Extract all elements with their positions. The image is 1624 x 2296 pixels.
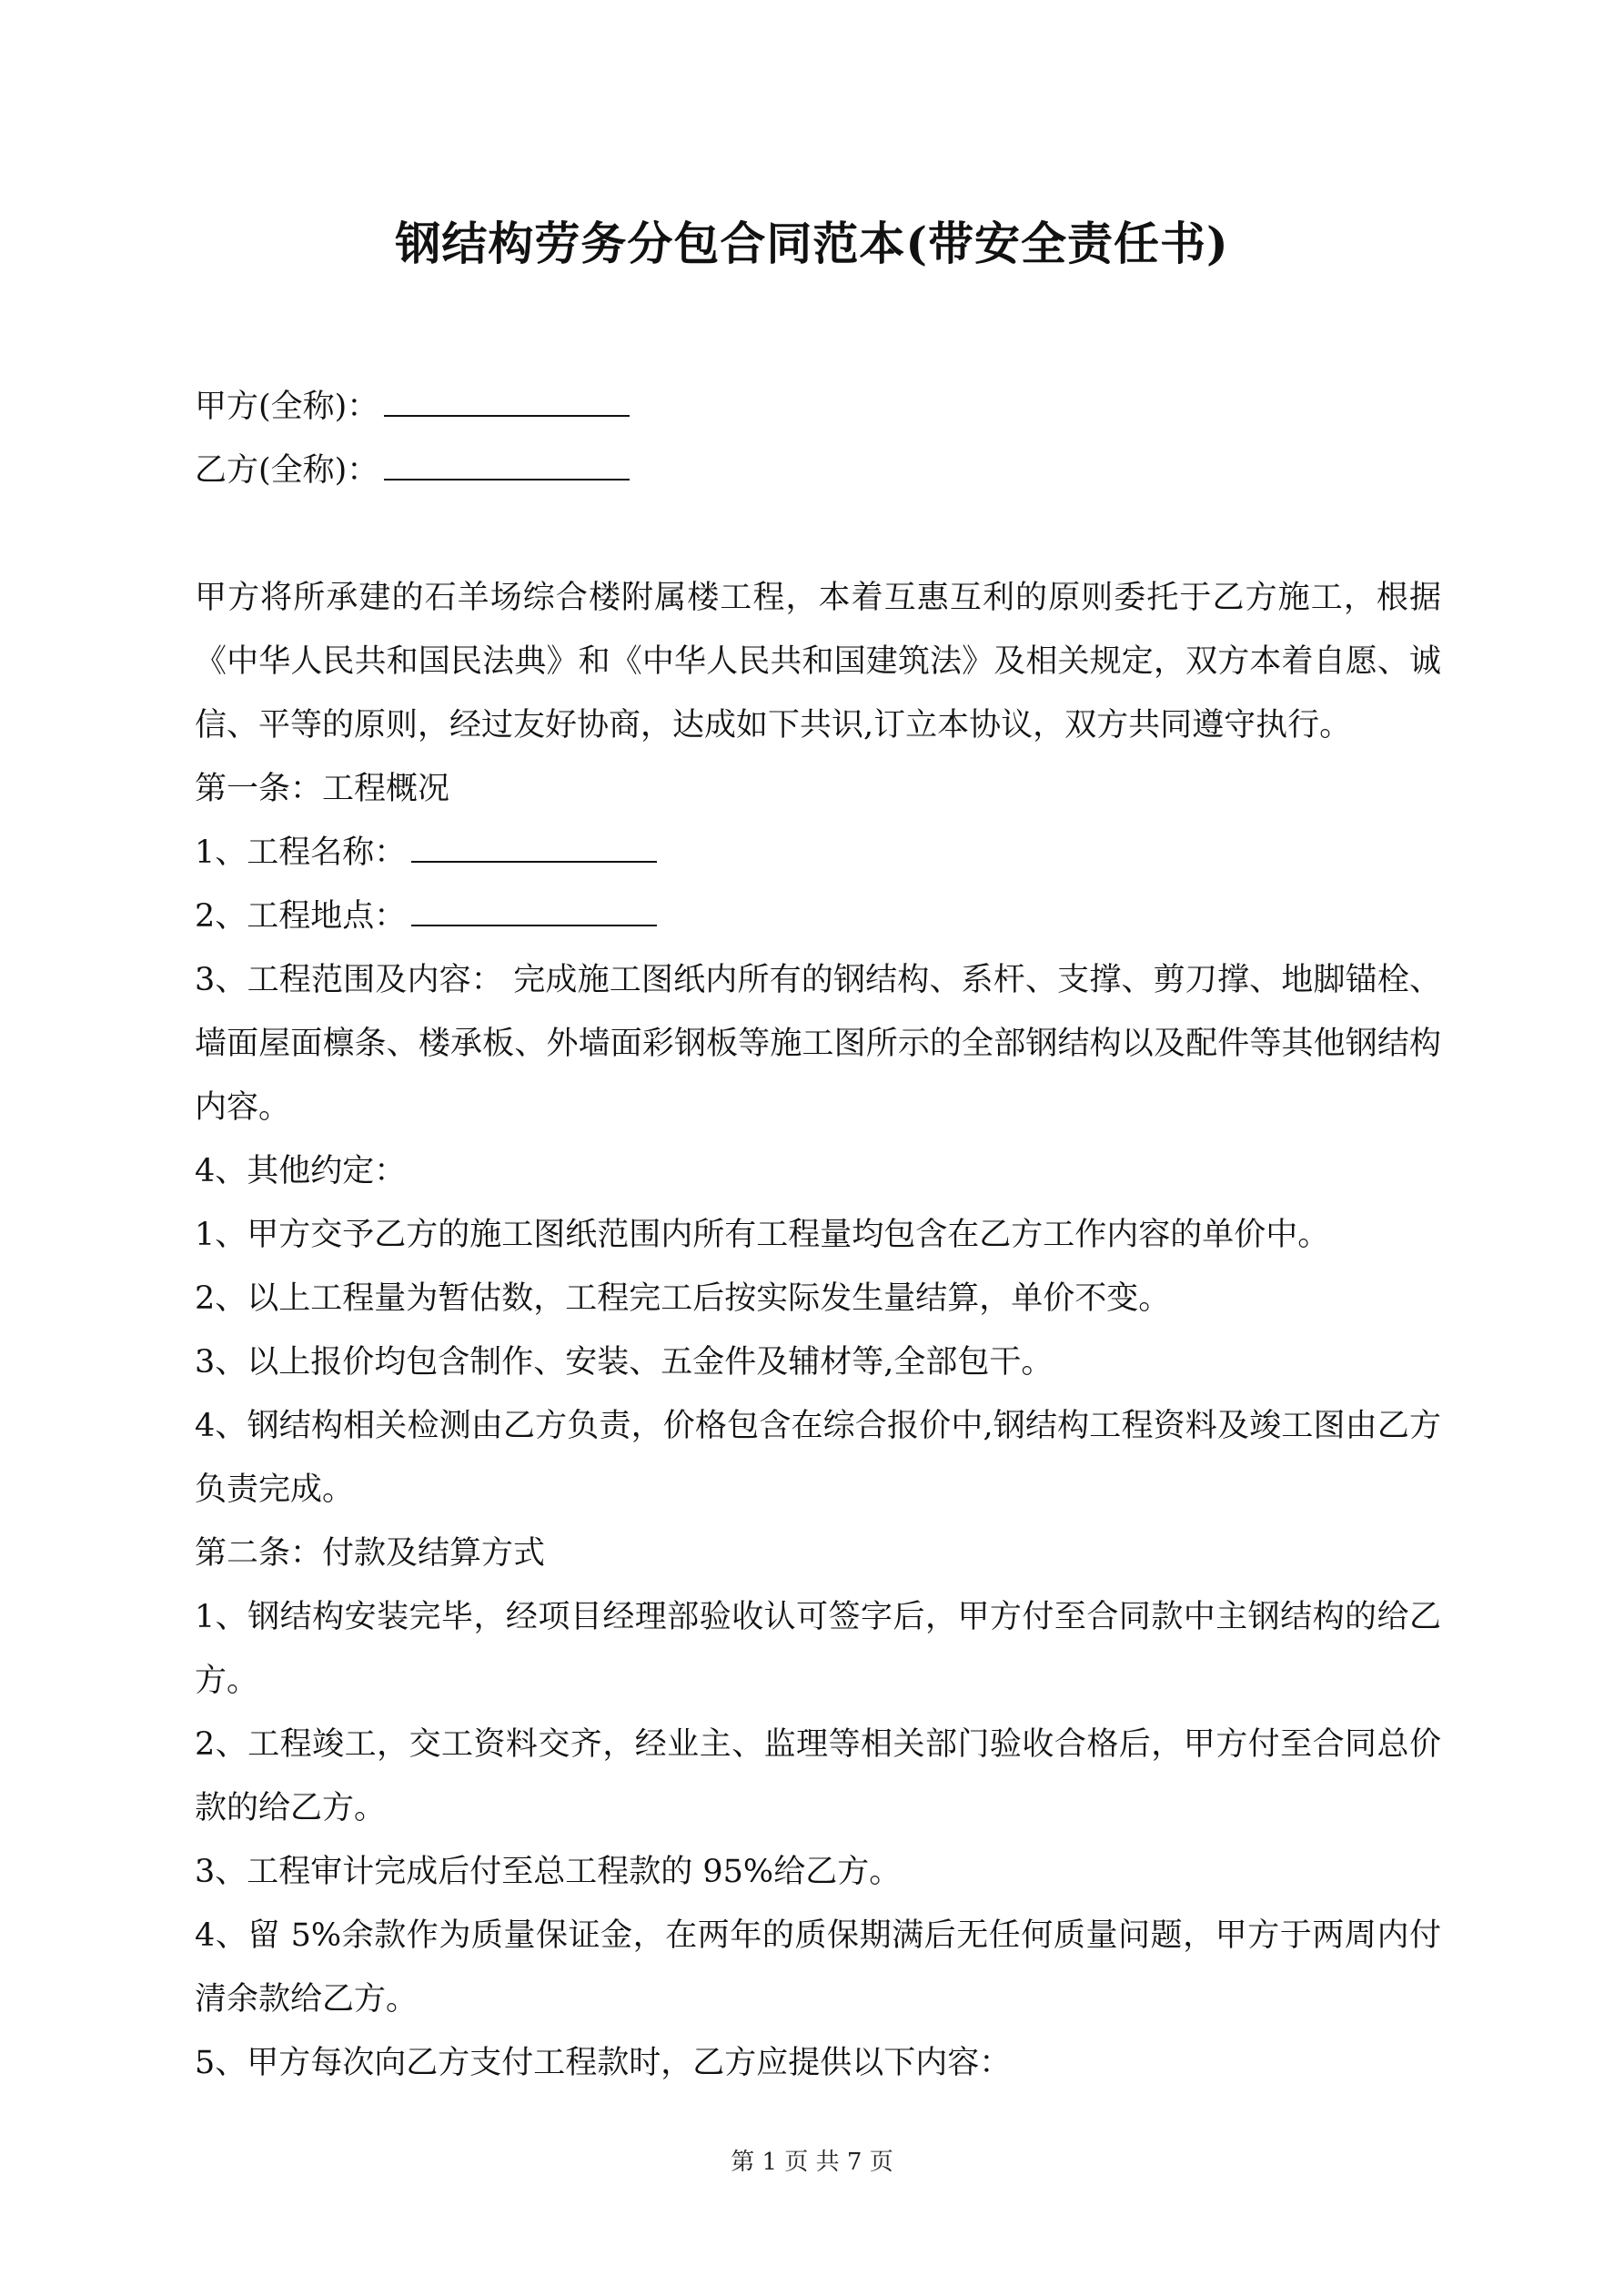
- project-name-label: 1、工程名称：: [195, 834, 407, 871]
- article1-heading: 第一条：工程概况: [195, 771, 450, 807]
- page-number: 第 1 页 共 7 页: [731, 2149, 893, 2176]
- party-a-line: [195, 375, 1441, 439]
- intro-paragraph: 甲方将所承建的石羊场综合楼附属楼工程，本着互惠互利的原则委托于乙方施工，根据《中华人民共和国民法典》和《中华人民共和国建筑法》及相关规定，双方本着自愿、诚信、平等的原则，经过友好协商，达成如下共识,订立本协议，双方共同遵守执行。: [195, 580, 1441, 743]
- party-a-blank: [384, 382, 630, 417]
- page-title: 钢结构劳务分包合同范本(带安全责任书): [395, 217, 1229, 270]
- list-item: 1、甲方交予乙方的施工图纸范围内所有工程量均包含在乙方工作内容的单价中。: [195, 1217, 1330, 1253]
- project-name-line: [195, 821, 1441, 885]
- other-terms-heading: 4、其他约定：: [195, 1153, 407, 1189]
- list-item: 3、工程审计完成后付至总工程款的 95%给乙方。: [195, 1854, 902, 1890]
- party-b-blank: [384, 446, 630, 480]
- party-b-label: 乙方(全称)：: [195, 452, 379, 489]
- article2-heading: 第二条：付款及结算方式: [195, 1535, 546, 1572]
- list-item: 1、钢结构安装完毕，经项目经理部验收认可签字后，甲方付至合同款中主钢结构的给乙方。: [195, 1599, 1441, 1699]
- project-name-blank: [411, 828, 657, 863]
- project-location-label: 2、工程地点：: [195, 898, 407, 935]
- scope-paragraph: 3、工程范围及内容： 完成施工图纸内所有的钢结构、系杆、支撑、剪刀撑、地脚锚栓、墙面屋面檩条、楼承板、外墙面彩钢板等施工图所示的全部钢结构以及配件等其他钢结构内容。: [195, 962, 1441, 1126]
- project-location-line: [195, 885, 1441, 948]
- list-item: 3、以上报价均包含制作、安装、五金件及辅材等,全部包干。: [195, 1344, 1054, 1381]
- project-location-blank: [411, 892, 657, 926]
- contract-body: [195, 375, 1441, 2095]
- list-item: 5、甲方每次向乙方支付工程款时，乙方应提供以下内容：: [195, 2045, 1012, 2081]
- party-b-line: [195, 439, 1441, 502]
- list-item: 4、钢结构相关检测由乙方负责，价格包含在综合报价中,钢结构工程资料及竣工图由乙方负责完成。: [195, 1408, 1441, 1508]
- list-item: 2、以上工程量为暂估数，工程完工后按实际发生量结算，单价不变。: [195, 1280, 1171, 1317]
- list-item: 2、工程竣工，交工资料交齐，经业主、监理等相关部门验收合格后，甲方付至合同总价款的给乙方。: [195, 1726, 1441, 1826]
- party-a-label: 甲方(全称)：: [195, 389, 379, 425]
- list-item: 4、留 5%余款作为质量保证金，在两年的质保期满后无任何质量问题，甲方于两周内付清余款给乙方。: [195, 1917, 1441, 2018]
